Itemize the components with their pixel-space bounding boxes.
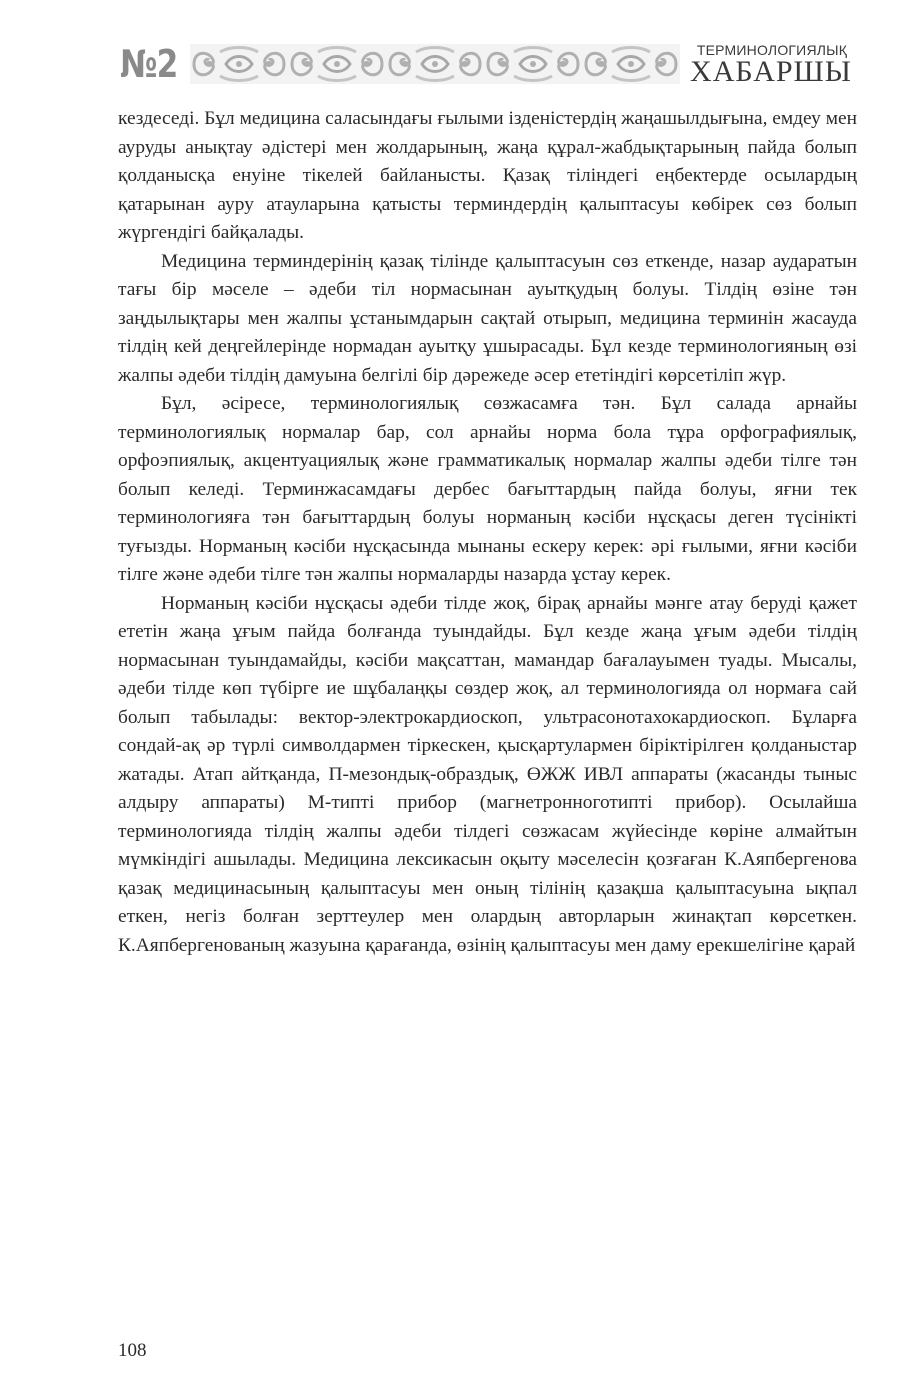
page-header [0,0,916,100]
paragraph: Бұл, әсіресе, терминологиялық сөзжасамға тән. Бұл салада арнайы терминологиялық нормалар бар, сол арнайы норма бола тұра орфографиялық, орфоэпиялық, акцентуациялық және грамматикалық нормалар жалпы әдеби тілге тән болып келеді. Терминжасамдағы дербес бағыттардың пайда болуы, яғни тек терминологияға тән бағыттардың болуы норманың кәсіби нұсқасы деген түсінікті туғызды. Норманың кәсіби нұсқасында мынаны ескеру керек: әрі ғылыми, яғни кәсіби тілге және әдеби тілге тән жалпы нормаларды назарда ұстау керек. [118,393,857,585]
paragraph: кездеседі. Бұл медицина саласындағы ғылыми ізденістердің жаңашылдығына, емдеу мен ауруды анықтау әдістері мен жолдарының, жаңа құрал-жабдықтарының пайда болып қолданысқа енуіне тікелей байланысты. Қазақ тіліндегі еңбектерде осылардың қатарынан ауру атауларына қатысты терминдердің қалыптасуы көбірек сөз болып жүргендігі байқалады. [118,108,857,243]
journal-title-main: ХАБАРШЫ [690,55,852,88]
paragraph: Медицина терминдерінің қазақ тілінде қалыптасуын сөз еткенде, назар аударатын тағы бір мәселе – әдеби тіл нормасынан ауытқудың болуы. Тілдің өзіне тән заңдылықтары мен жалпы ұстанымдарын сақтай отырып, медицина терминін жасауда тілдің кей деңгейлерінде нормадан ауытқу ұшырасады. Бұл кезде терминологияның өзі жалпы әдеби тілдің дамуына белгілі бір дәрежеде әсер ететіндігі көрсетіліп жүр. [118,250,857,386]
article-body [118,105,857,960]
issue-number: №2 [120,42,178,86]
page-number: 108 [118,1340,147,1361]
journal-title-top: ТЕРМИНОЛОГИЯЛЫҚ [696,42,848,58]
ornament-band-icon [190,44,680,84]
paragraph: Норманың кәсіби нұсқасы әдеби тілде жоқ, бірақ арнайы мәнге атау беруді қажет ететін жаңа ұғым пайда болғанда туындайды. Бұл кезде жаңа ұғым әдеби тілдің нормасынан туындамайды, кәсіби мақсаттан, мамандар бағалауымен туады. Мысалы, әдеби тілде көп түбірге ие шұбалаңқы сөздер жоқ, ал терминологияда ол нормаға сай болып табылады: вектор-электрокардиоскоп, ультрасонотахокардиоскоп. Бұларға сондай-ақ әр түрлі символдармен тіркескен, қысқартулармен біріктірілген қолданыстар жатады. Атап айтқанда, П-мезондық-образдық, ӨЖЖ ИВЛ аппараты (жасанды тыныс алдыру аппараты) М-типті прибор (магнетронноготипті прибор). Осылайша терминологияда тілдің жалпы әдеби тілдегі сөзжасам жүйесінде көріне алмайтын мүмкіндігі ашылады. Медицина лексикасын оқыту мәселесін қозғаған К.Аяпбергенова қазақ медицинасының қалыптасуы мен оның тілінің қазақша қалыптасуына ықпал еткен, негіз болған зерттеулер мен олардың авторларын жинақтап көрсеткен. К.Аяпбергенованың жазуына қарағанда, өзінің қалыптасуы мен даму ерекшелігіне қарай [118,592,857,956]
